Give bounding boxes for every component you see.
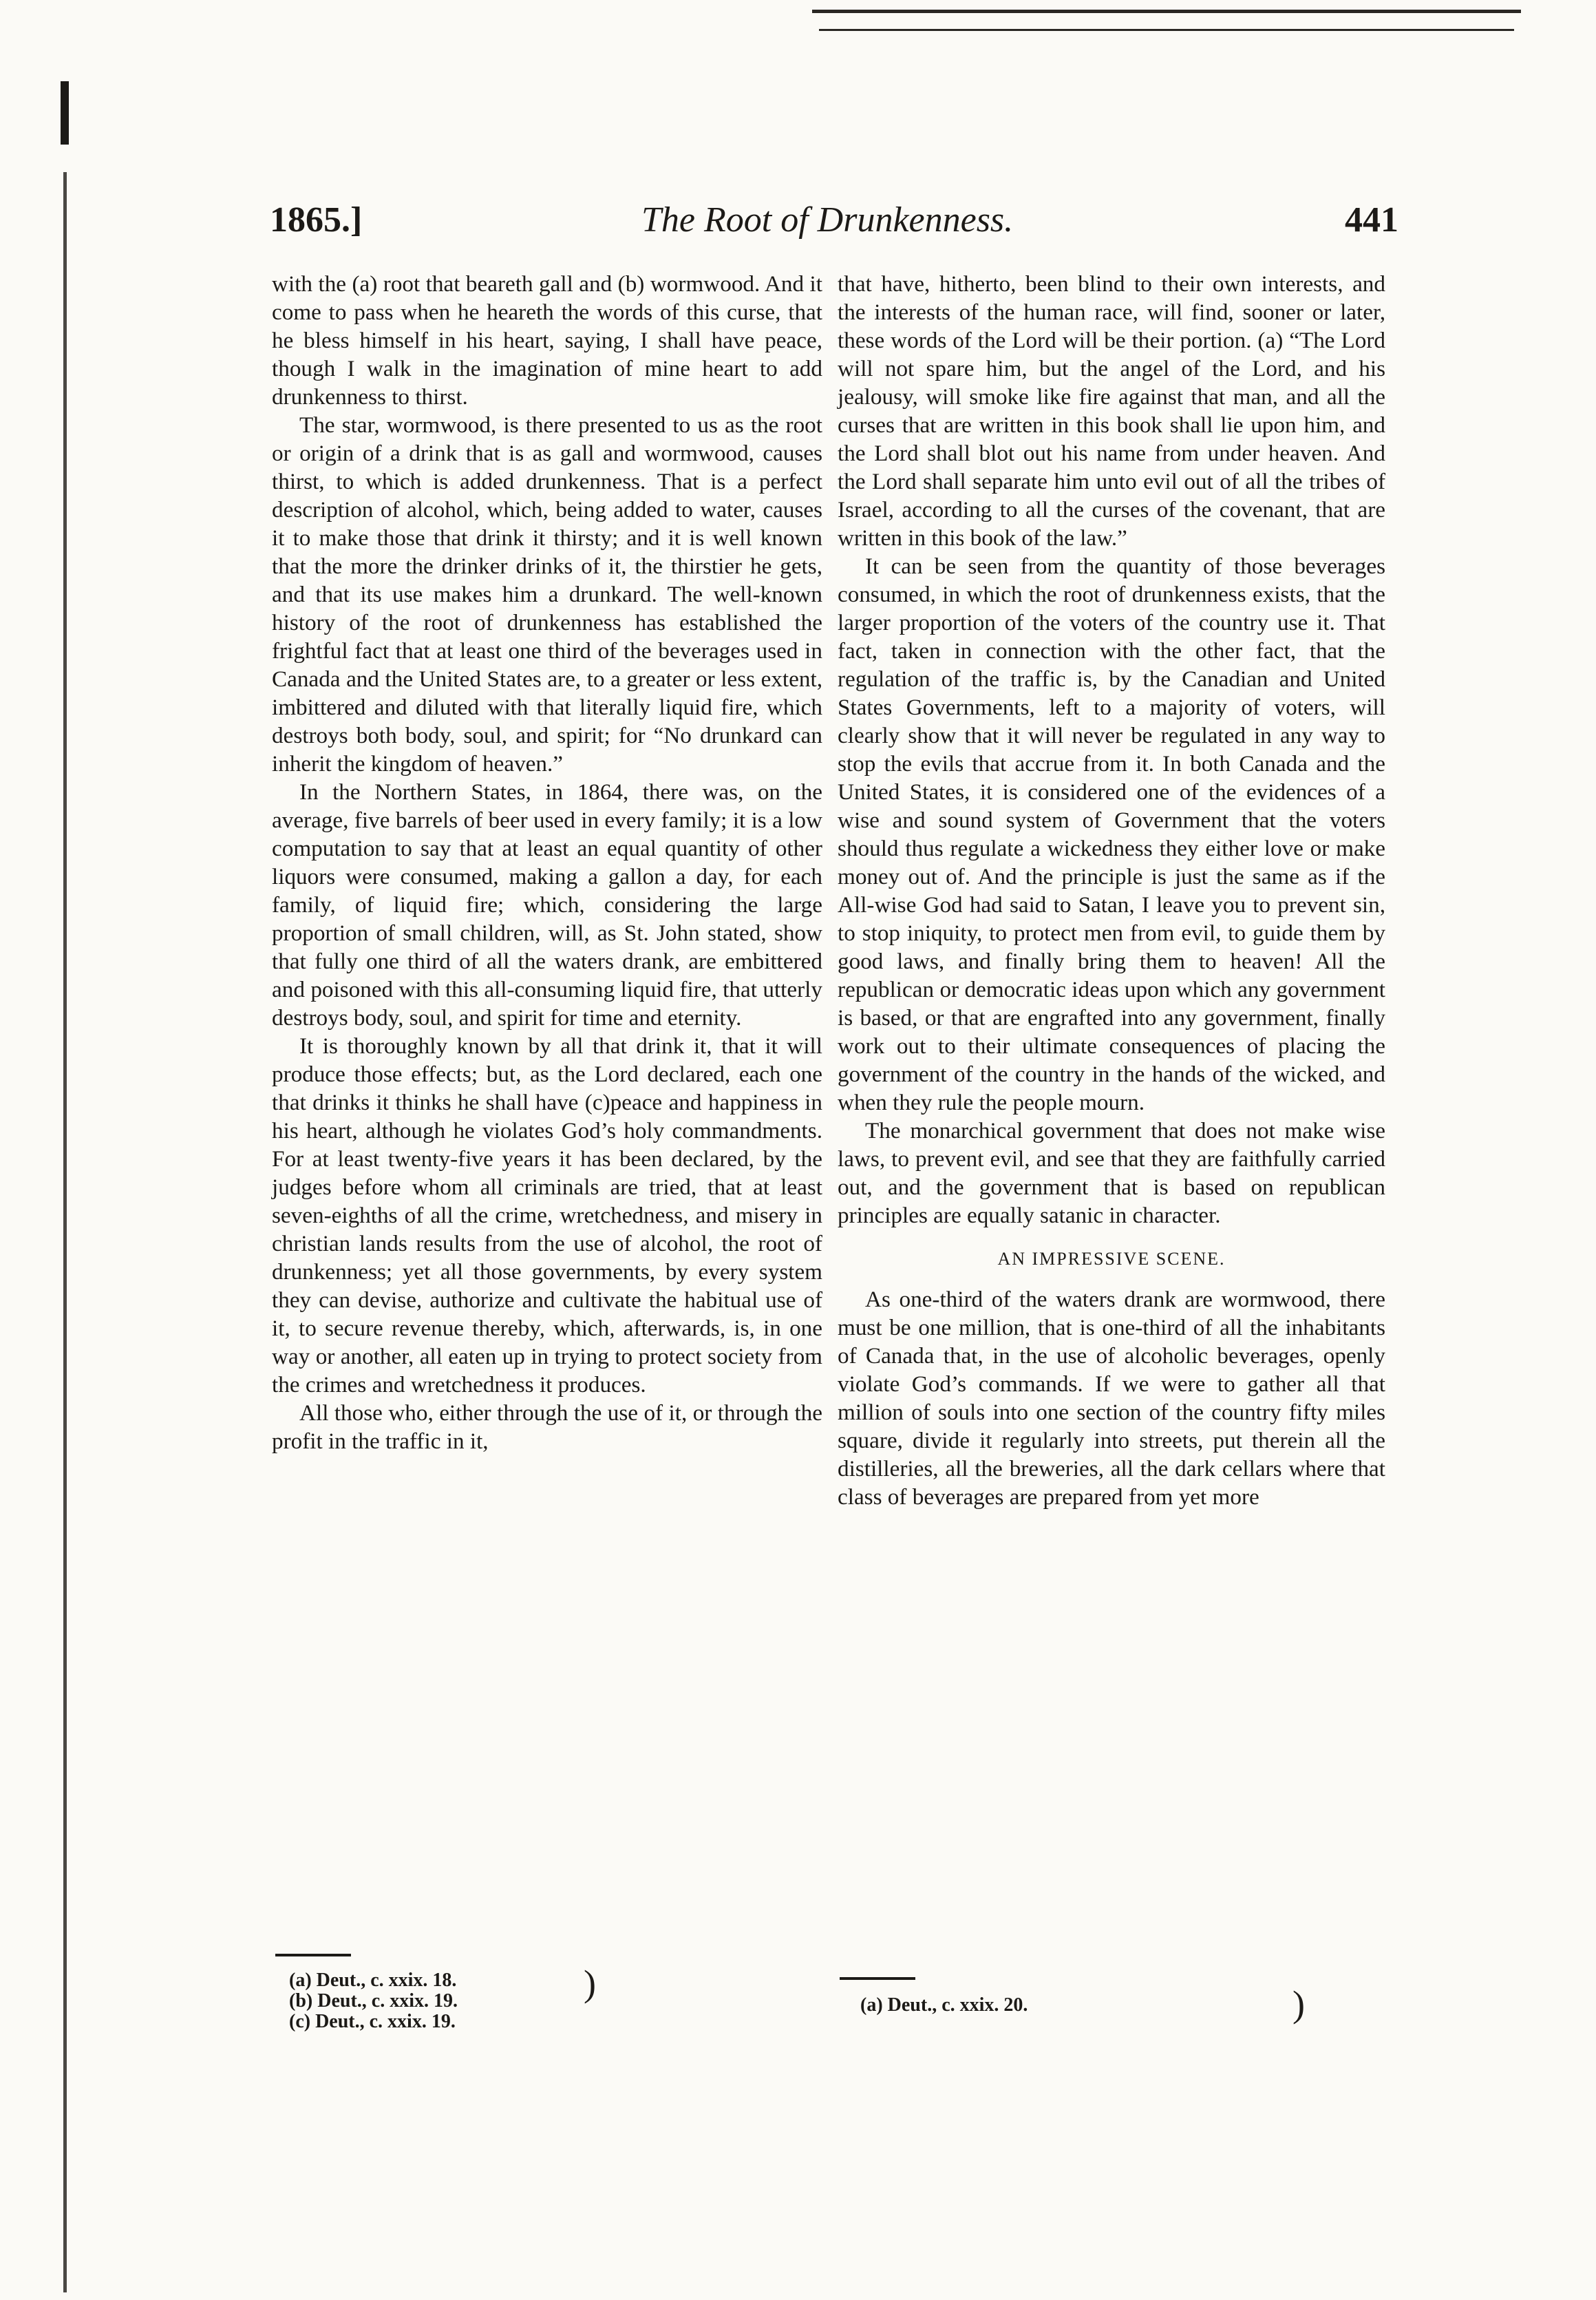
paragraph: As one-third of the waters drank are wormwood, there must be one million, that is one-third of all the inhabitants of Canada that, in the use of alcoholic beverages, openly violate God’s commands. If we were to gather all that million of souls into one section of the country fifty miles square, divide it regularly into streets, put therein all the distilleries, all the breweries, all the dark cellars where that class of beverages are prepared from yet more	[838, 1287, 1385, 1510]
paragraph: In the Northern States, in 1864, there was, on the average, five barrels of beer used in every family; it is a low computation to say that at least an equal quantity of other liquors were consumed, making a gallon a day, for each family, of liquid fire; which, considering the large proportion of small children, will, as St. John stated, show that fully one third of all the waters drank, are embittered and poisoned with this all-consuming liquid fire, that utterly destroys body, soul, and spirit for time and eternity.	[272, 779, 822, 1031]
paragraph: The monarchical government that does not make wise laws, to prevent evil, and see that they are faithfully carried out, and the government that is based on republican principles are equally satanic in character.	[838, 1118, 1385, 1228]
footnote: (c) Deut., c. xxix. 19.	[289, 2011, 456, 2032]
running-head	[270, 200, 1398, 248]
binding-mark	[61, 81, 69, 145]
footnote-rule	[840, 1977, 915, 1980]
footnote: (b) Deut., c. xxix. 19.	[289, 1990, 458, 2012]
right-footnotes	[860, 1995, 1028, 2016]
paren-mark: )	[1292, 1983, 1305, 2025]
footnote: (a) Deut., c. xxix. 18.	[289, 1970, 457, 1991]
binding-edge	[63, 172, 67, 2292]
footnote: (a) Deut., c. xxix. 20.	[860, 1994, 1028, 2016]
paragraph: with the (a) root that beareth gall and (b) wormwood. And it come to pass when he heareth the words of this curse, that he bless himself in his heart, saying, I shall have peace, though I walk in the imagination of mine heart to add drunkenness to thirst.	[272, 271, 822, 410]
left-column	[272, 270, 822, 1455]
footnote-rule	[275, 1954, 351, 1956]
paragraph: All those who, either through the use of it, or through the profit in the traffic in it,	[272, 1400, 822, 1454]
header-year: 1865.]	[270, 200, 363, 240]
paragraph: It can be seen from the quantity of those beverages consumed, in which the root of drunkenness exists, that the larger proportion of the voters of the country use it. That fact, taken in connection with the other fact, that the regulation of the traffic is, by the Canadian and United States Governments, left to a majority of voters, will clearly show that it will never be regulated in any way to stop the evils that accrue from it. In both Canada and the United States, it is considered one of the evidences of a wise and sound system of Government that the voters should thus regulate a wickedness they either love or make money out of. And the principle is just the same as if the All-wise God had said to Satan, I leave you to prevent sin, to stop iniquity, to protect men from evil, to guide them by good laws, and finally bring them to heaven! All the republican or democratic ideas upon which any government is based, or that are engrafted into any government, finally work out to their ultimate consequences of placing the government of the country in the hands of the wicked, and when they rule the people mourn.	[838, 553, 1385, 1115]
paren-mark: )	[584, 1963, 596, 2004]
page-title: The Root of Drunkenness.	[641, 200, 1014, 240]
section-heading: AN IMPRESSIVE SCENE.	[997, 1249, 1226, 1269]
paragraph: that have, hitherto, been blind to their own interests, and the interests of the human race, will find, sooner or later, these words of the Lord will be their portion. (a) “The Lord will not spare him, but the angel of the Lord, and his jealousy, will smoke like fire against that man, and all the curses that are written in this book shall lie upon him, and the Lord shall blot out his name from under heaven. And the Lord shall separate him unto evil out of all the tribes of Israel, according to all the curses of the covenant, that are written in this book of the law.”	[838, 271, 1385, 551]
right-column	[838, 270, 1385, 1511]
top-rule-secondary	[819, 29, 1514, 31]
paragraph: The star, wormwood, is there presented to us as the root or origin of a drink that is as gall and wormwood, causes thirst, to which is added drunkenness. That is a perfect description of alcohol, which, being added to water, causes it to make those that drink it thirsty; and it is well known that the more the drinker drinks of it, the thirstier he gets, and that its use makes him a drunkard. The well-known history of the root of drunkenness has established the frightful fact that at least one third of the beverages used in Canada and the United States are, to a greater or less extent, imbittered and diluted with that literally liquid fire, which destroys both body, soul, and spirit; for “No drunkard can inherit the kingdom of heaven.”	[272, 412, 822, 777]
left-footnotes	[289, 1970, 458, 2032]
paragraph: It is thoroughly known by all that drink it, that it will produce those effects; but, as the Lord declared, each one that drinks it thinks he shall have (c)peace and happiness in his heart, although he violates God’s holy commandments. For at least twenty-five years it has been declared, by the judges before whom all criminals are tried, that at least seven-eighths of all the crime, wretchedness, and misery in christian lands results from the use of alcohol, the root of drunkenness; yet all those governments, by every system they can devise, authorize and cultivate the habitual use of it, to secure revenue thereby, which, afterwards, is, in one way or another, all eaten up in trying to protect society from the crimes and wretchedness it produces.	[272, 1033, 822, 1397]
top-rule	[812, 10, 1521, 13]
page-number: 441	[1345, 200, 1398, 240]
